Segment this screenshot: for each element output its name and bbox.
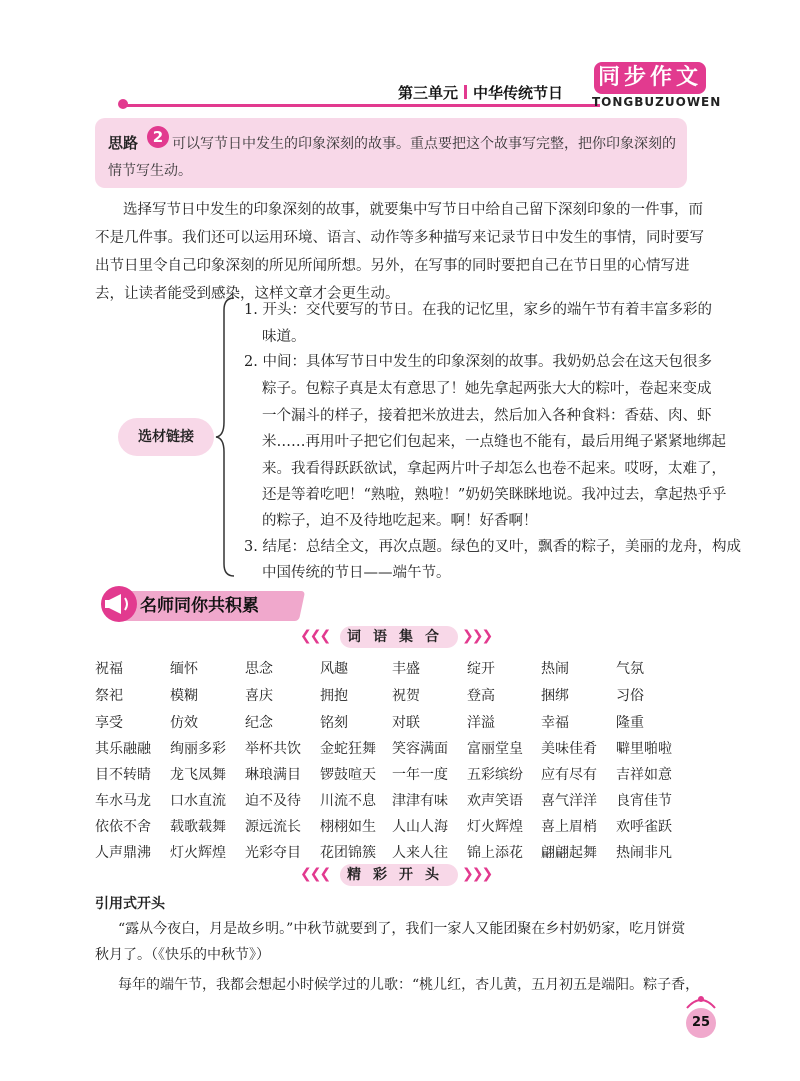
brand-pinyin: TONGBUZUOWEN xyxy=(592,95,722,109)
idea-label: 思路 xyxy=(108,134,139,152)
vocab-word: 龙飞凤舞 xyxy=(170,767,226,783)
megaphone-icon xyxy=(97,582,141,626)
right-arrows-icon: ❯❯❯ xyxy=(462,628,492,644)
vocab-word: 热闹 xyxy=(541,661,569,677)
vocab-word: 风趣 xyxy=(320,661,348,677)
vocab-word: 川流不息 xyxy=(320,793,376,809)
quote-line: 秋月了。（《快乐的中秋节》） xyxy=(95,947,270,963)
quote-line: 每年的端午节，我都会想起小时候学过的儿歌：“桃儿红，杏儿黄，五月初五是端阳。粽子香， xyxy=(118,977,700,993)
vocab-word: 一年一度 xyxy=(392,767,448,783)
idea-number-badge: 2 xyxy=(147,126,169,148)
vocab-word: 口水直流 xyxy=(170,793,226,809)
vocab-word: 灯火辉煌 xyxy=(467,819,523,835)
vocab-word: 对联 xyxy=(392,715,420,731)
body-line: 选择写节日中发生的印象深刻的故事，就要集中写节日中给自己留下深刻印象的一件事，而 xyxy=(123,202,703,218)
body-line: 不是几件事。我们还可以运用环境、语言、动作等多种描写来记录节日中发生的事情，同时要写 xyxy=(95,230,704,246)
vocab-word: 栩栩如生 xyxy=(320,819,376,835)
material-line: 一个漏斗的样子，接着把米放进去，然后加入各种食料：香菇、肉、虾 xyxy=(262,408,712,424)
vocab-word: 喜上眉梢 xyxy=(541,819,597,835)
vocab-word: 车水马龙 xyxy=(95,793,151,809)
material-line: 3. 结尾：总结全文，再次点题。绿色的叉叶，飘香的粽子，美丽的龙舟，构成 xyxy=(244,539,741,555)
left-arrows-icon: ❮❮❮ xyxy=(300,866,330,882)
body-line: 出节日里令自己印象深刻的所见所闻所想。另外，在写事的同时要把自己在节日里的心情写进 xyxy=(95,258,690,274)
brand-title: 同步作文 xyxy=(594,62,706,94)
unit-label: 第三单元 xyxy=(398,84,459,102)
vocab-word: 幸福 xyxy=(541,715,569,731)
material-line: 粽子。包粽子真是太有意思了！她先拿起两张大大的粽叶，卷起来变成 xyxy=(262,381,712,397)
material-line: 还是等着吃吧！“熟啦，熟啦！”奶奶笑眯眯地说。我冲过去，拿起热乎乎 xyxy=(262,487,727,503)
brace-icon xyxy=(214,296,240,578)
vocab-word: 祭祀 xyxy=(95,688,123,704)
quote-heading: 引用式开头 xyxy=(95,896,165,912)
vocab-word: 喜庆 xyxy=(245,688,273,704)
vocab-word: 举杯共饮 xyxy=(245,741,301,757)
vocab-word: 丰盛 xyxy=(392,661,420,677)
teacher-section-title: 名师同你共积累 xyxy=(140,596,259,616)
vocab-word: 笑容满面 xyxy=(392,741,448,757)
material-link-label: 选材链接 xyxy=(118,418,214,456)
idea-text: 可以写节日中发生的印象深刻的故事。重点要把这个故事写完整，把你印象深刻的情节写生动。 xyxy=(108,136,676,179)
material-line: 米……再用叶子把它们包起来，一点缝也不能有，最后用绳子紧紧地绑起 xyxy=(262,434,726,450)
vocab-word: 享受 xyxy=(95,715,123,731)
material-line: 的粽子，迫不及待地吃起来。啊！好香啊！ xyxy=(262,513,538,529)
right-arrows-icon: ❯❯❯ xyxy=(462,866,492,882)
vocab-word: 美味佳肴 xyxy=(541,741,597,757)
vocab-word: 思念 xyxy=(245,661,273,677)
vocab-word: 目不转睛 xyxy=(95,767,151,783)
vocab-word: 绚丽多彩 xyxy=(170,741,226,757)
vocab-word: 锣鼓喧天 xyxy=(320,767,376,783)
unit-topic: 中华传统节日 xyxy=(473,84,564,102)
material-line: 1. 开头：交代要写的节日。在我的记忆里，家乡的端午节有着丰富多彩的 xyxy=(244,302,712,318)
vocab-word: 拥抱 xyxy=(320,688,348,704)
left-arrows-icon: ❮❮❮ xyxy=(300,628,330,644)
vocab-word: 欢呼雀跃 xyxy=(616,819,672,835)
opening-banner: 精彩开头 xyxy=(340,864,458,886)
vocab-word: 五彩缤纷 xyxy=(467,767,523,783)
vocab-word: 捆绑 xyxy=(541,688,569,704)
vocab-word: 人声鼎沸 xyxy=(95,845,151,861)
unit-title xyxy=(398,82,563,103)
body-line: 去，让读者能受到感染，这样文章才会更生动。 xyxy=(95,286,400,302)
vocab-word: 人来人往 xyxy=(392,845,448,861)
material-line: 味道。 xyxy=(262,329,306,345)
vocab-word: 欢声笑语 xyxy=(467,793,523,809)
vocab-word: 祝福 xyxy=(95,661,123,677)
vocab-word: 仿效 xyxy=(170,715,198,731)
vocab-word: 祝贺 xyxy=(392,688,420,704)
vocab-word: 喜气洋洋 xyxy=(541,793,597,809)
vocab-word: 应有尽有 xyxy=(541,767,597,783)
page-number: 25 xyxy=(686,1008,716,1038)
vocab-word: 缅怀 xyxy=(170,661,198,677)
vocab-word: 人山人海 xyxy=(392,819,448,835)
vocab-word: 噼里啪啦 xyxy=(616,741,672,757)
vocab-word: 光彩夺目 xyxy=(245,845,301,861)
vocab-word: 洋溢 xyxy=(467,715,495,731)
vocab-word: 翩翩起舞 xyxy=(541,845,597,861)
header-rule xyxy=(120,104,600,107)
vocab-word: 富丽堂皇 xyxy=(467,741,523,757)
vocab-word: 津津有味 xyxy=(392,793,448,809)
vocab-word: 纪念 xyxy=(245,715,273,731)
vocab-word: 气氛 xyxy=(616,661,644,677)
vocab-word: 载歌载舞 xyxy=(170,819,226,835)
vocab-word: 琳琅满目 xyxy=(245,767,301,783)
vocab-word: 其乐融融 xyxy=(95,741,151,757)
material-line: 2. 中间：具体写节日中发生的印象深刻的故事。我奶奶总会在这天包很多 xyxy=(244,354,712,370)
material-line: 中国传统的节日——端午节。 xyxy=(262,565,451,581)
vocab-word: 隆重 xyxy=(616,715,644,731)
vocab-word: 灯火辉煌 xyxy=(170,845,226,861)
vocab-word: 登高 xyxy=(467,688,495,704)
vocab-word: 吉祥如意 xyxy=(616,767,672,783)
vocab-word: 锦上添花 xyxy=(467,845,523,861)
teacher-section-banner xyxy=(115,591,305,621)
vocab-banner: 词语集合 xyxy=(340,626,458,648)
quote-line: “露从今夜白，月是故乡明。”中秋节就要到了，我们一家人又能团聚在乡村奶奶家，吃月饼赏 xyxy=(118,921,686,937)
vocab-word: 依依不舍 xyxy=(95,819,151,835)
vocab-word: 良宵佳节 xyxy=(616,793,672,809)
vocab-word: 习俗 xyxy=(616,688,644,704)
material-line: 来。我看得跃跃欲试，拿起两片叶子却怎么也卷不起来。哎呀，太难了， xyxy=(262,461,726,477)
vocab-word: 绽开 xyxy=(467,661,495,677)
vocab-word: 花团锦簇 xyxy=(320,845,376,861)
vocab-word: 模糊 xyxy=(170,688,198,704)
vocab-word: 源远流长 xyxy=(245,819,301,835)
vocab-word: 铭刻 xyxy=(320,715,348,731)
vocab-word: 迫不及待 xyxy=(245,793,301,809)
vocab-word: 热闹非凡 xyxy=(616,845,672,861)
vocab-word: 金蛇狂舞 xyxy=(320,741,376,757)
